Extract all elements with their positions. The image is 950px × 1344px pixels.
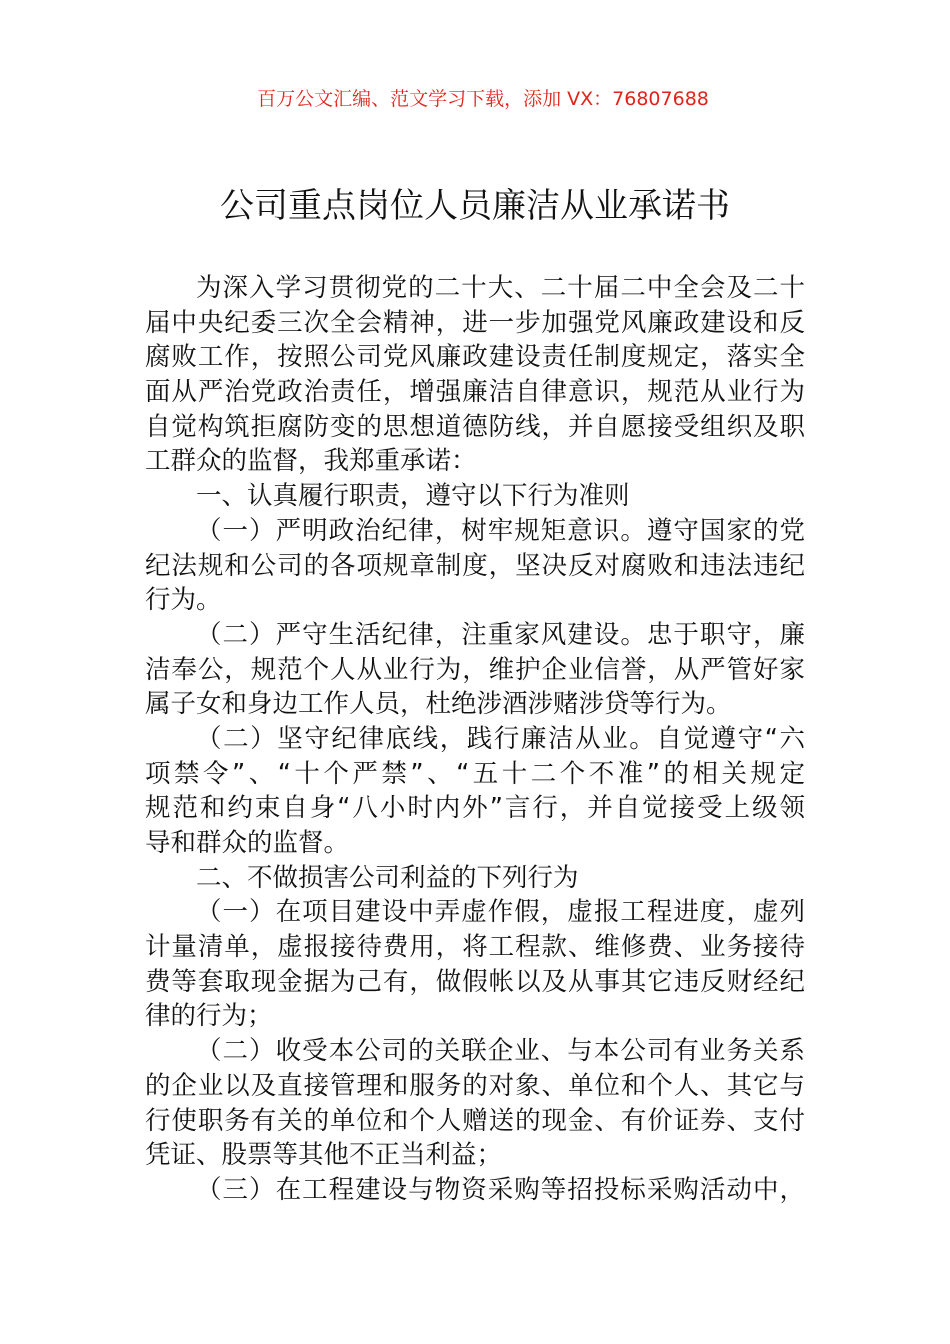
text-line: 律的行为； [145, 1001, 273, 1032]
text-line: 腐败工作，按照公司党风廉政建设责任制度规定，落实全 [145, 342, 805, 373]
text-line: 纪法规和公司的各项规章制度，坚决反对腐败和违法违纪 [145, 550, 805, 581]
watermark-banner: 百万公文汇编、范文学习下载，添加 VX：76807688 [257, 88, 709, 110]
text-line: 一、认真履行职责，遵守以下行为准则 [196, 481, 630, 512]
text-line: 计量清单，虚报接待费用，将工程款、维修费、业务接待 [145, 932, 805, 963]
text-line: 二、不做损害公司利益的下列行为 [196, 862, 579, 893]
text-line: 属子女和身边工作人员，杜绝涉酒涉赌涉贷等行为。 [145, 689, 732, 720]
text-line: 届中央纪委三次全会精神，进一步加强党风廉政建设和反 [145, 307, 805, 338]
text-line: 自觉构筑拒腐防变的思想道德防线，并自愿接受组织及职 [145, 411, 805, 442]
text-line: 凭证、股票等其他不正当利益； [145, 1140, 503, 1171]
text-line: 行使职务有关的单位和个人赠送的现金、有价证券、支付 [145, 1105, 805, 1136]
text-line: 行为。 [145, 585, 222, 616]
text-line: 导和群众的监督。 [145, 828, 350, 858]
text-line: 项禁令”、“十个严禁”、“五十二个不准”的相关规定 [145, 758, 805, 789]
text-line: （三）在工程建设与物资采购等招投标采购活动中， [196, 1174, 805, 1205]
text-line: （一）严明政治纪律，树牢规矩意识。遵守国家的党 [196, 515, 805, 546]
text-line: （二）严守生活纪律，注重家风建设。忠于职守，廉 [196, 619, 805, 650]
text-line: 费等套取现金据为己有，做假帐以及从事其它违反财经纪 [145, 966, 805, 997]
document-title: 公司重点岗位人员廉洁从业承诺书 [220, 186, 730, 226]
text-line: （二）收受本公司的关联企业、与本公司有业务关系 [196, 1036, 805, 1067]
text-line: 洁奉公，规范个人从业行为，维护企业信誉，从严管好家 [145, 654, 805, 685]
text-line: （二）坚守纪律底线，践行廉洁从业。自觉遵守“六 [196, 723, 805, 754]
text-line: 为深入学习贯彻党的二十大、二十届二中全会及二十 [196, 273, 805, 303]
text-line: 工群众的监督，我郑重承诺： [145, 446, 477, 477]
text-line: （一）在项目建设中弄虚作假，虚报工程进度，虚列 [196, 897, 805, 928]
document-body [145, 271, 805, 1208]
text-line: 面从严治党政治责任，增强廉洁自律意识，规范从业行为 [145, 377, 805, 408]
text-line: 的企业以及直接管理和服务的对象、单位和个人、其它与 [145, 1070, 805, 1101]
text-line: 规范和约束自身“八小时内外”言行，并自觉接受上级领 [145, 793, 805, 824]
